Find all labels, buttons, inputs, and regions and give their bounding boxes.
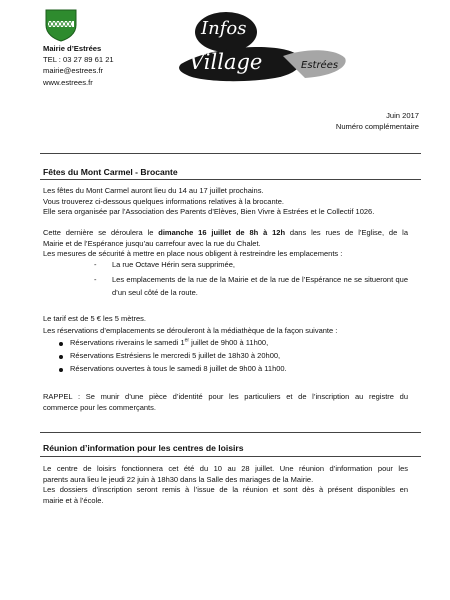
reservation-estresiens: Réservations Estrésiens le mercredi 5 juillet de 18h30 à 20h00,	[70, 351, 281, 360]
section-divider-top	[40, 153, 421, 154]
logo-village-text: Village	[189, 50, 263, 74]
town-crest	[44, 8, 78, 42]
dash-marker: -	[94, 275, 97, 284]
superscript: er	[184, 337, 190, 344]
text-run: Réservations riverains le samedi 1	[70, 338, 185, 347]
issue-number: Numéro complémentaire	[335, 122, 419, 131]
brocante-date-highlight: dimanche 16 juillet de 8h à 12h	[158, 228, 286, 237]
logo-infos-text: Infos	[201, 18, 247, 39]
bullet-marker	[59, 342, 63, 346]
reservation-intro: Les réservations d’emplacements se dérouleront à la médiathèque de la façon suivante :	[43, 326, 338, 335]
text-line: Elle sera organisée par l’Association des Parents d’Elèves, Bien Vivre à Estrées et le Collectif 1026.	[43, 207, 375, 217]
infos-village-logo	[175, 8, 375, 88]
text-line: Les fêtes du Mont Carmel auront lieu du 14 au 17 juillet prochains.	[43, 186, 264, 195]
text-line	[43, 228, 408, 239]
text-line: parents aura lieu le jeudi 22 juin à 18h30 dans la Salle des mariages de la Mairie.	[43, 474, 314, 484]
list-item: La rue Octave Hérin sera supprimée,	[112, 260, 235, 269]
text-run: Cette dernière se déroulera le	[43, 228, 159, 237]
mairie-email[interactable]: mairie@estrees.fr	[43, 66, 104, 75]
logo-estrees-text: Estrées	[301, 60, 339, 71]
list-item-continuation: d’un seul côté de la route.	[112, 288, 198, 297]
issue-date: Juin 2017	[386, 111, 419, 120]
text-run: dans les rues de l’Eglise, de la	[285, 228, 408, 237]
brocante-details	[43, 228, 408, 260]
reservation-tous: Réservations ouvertes à tous le samedi 8 juillet de 9h00 à 11h00.	[70, 364, 287, 373]
centres-loisirs-text	[43, 464, 408, 506]
text-line: Mairie et de l’Espérance jusqu’au carrefour avec la rue du Chalet.	[43, 238, 261, 248]
text-line: mairie et à l’école.	[43, 495, 104, 505]
reservation-riverains	[70, 338, 268, 349]
section-divider-top	[40, 432, 421, 433]
mairie-website[interactable]: www.estrees.fr	[43, 78, 93, 87]
section-title-centres-loisirs: Réunion d’information pour les centres de loisirs	[43, 443, 244, 453]
rappel-line: commerce pour les commerçants.	[43, 403, 156, 412]
mairie-tel: TEL : 03 27 89 61 21	[43, 55, 114, 64]
mairie-name: Mairie d’Estrées	[43, 44, 102, 53]
section-divider-bottom	[40, 456, 421, 457]
bullet-marker	[59, 355, 63, 359]
text-run: juillet de 9h00 à 11h00,	[189, 338, 269, 347]
rappel-line: RAPPEL : Se munir d’une pièce d’identité pour les particuliers et de l’inscription au registre du	[43, 392, 408, 401]
brocante-intro	[43, 186, 428, 218]
section-title-brocante: Fêtes du Mont Carmel - Brocante	[43, 167, 178, 177]
text-line: Vous trouverez ci-dessous quelques informations relatives à la brocante.	[43, 196, 284, 206]
text-line: Le centre de loisirs fonctionnera cet été du 10 au 28 juillet. Une réunion d’information pour les	[43, 464, 408, 473]
dash-marker: -	[94, 260, 97, 269]
bullet-marker	[59, 368, 63, 372]
section-divider-bottom	[40, 179, 421, 180]
tarif: Le tarif est de 5 € les 5 mètres.	[43, 314, 146, 323]
text-line: Les dossiers d’inscription seront remis à l’issue de la réunion et sont dès à présent disponibles en	[43, 485, 408, 495]
text-line: Les mesures de sécurité à mettre en place nous obligent à restreindre les emplacements :	[43, 249, 343, 259]
list-item: Les emplacements de la rue de la Mairie et de la rue de l’Espérance ne se situeront que	[112, 275, 408, 284]
